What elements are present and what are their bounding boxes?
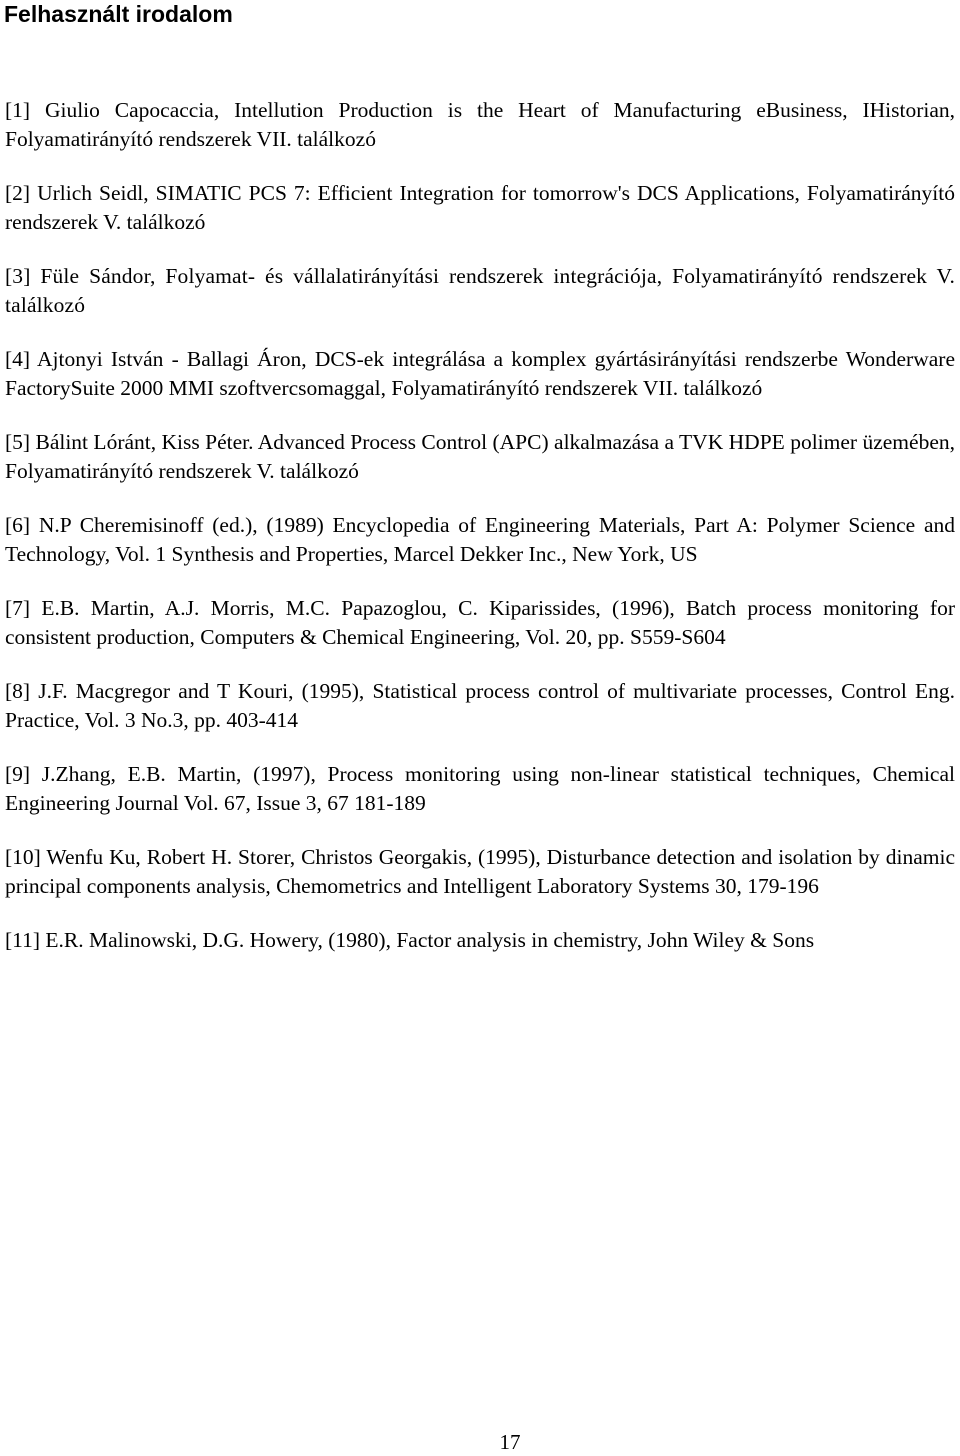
page-title: Felhasznált irodalom [4,1,233,27]
reference-item-7: [7] E.B. Martin, A.J. Morris, M.C. Papazoglou, C. Kiparissides, (1996), Batch process monitoring for consistent production, Computers & Chemical Engineering, Vol. 20, pp. S559-S604 [5,596,955,649]
reference-item-3: [3] Füle Sándor, Folyamat- és vállalatirányítási rendszerek integrációja, Folyamatirányító rendszerek V. találkozó [5,264,955,317]
reference-list [5,96,955,980]
reference-item-8: [8] J.F. Macgregor and T Kouri, (1995), Statistical process control of multivariate processes, Control Eng. Practice, Vol. 3 No.3, pp. 403-414 [5,679,955,732]
reference-item-10: [10] Wenfu Ku, Robert H. Storer, Christos Georgakis, (1995), Disturbance detection and isolation by dinamic principal components analysis, Chemometrics and Intelligent Laboratory Systems 30, 179-196 [5,845,955,898]
reference-item-11: [11] E.R. Malinowski, D.G. Howery, (1980), Factor analysis in chemistry, John Wiley & Sons [5,928,815,952]
reference-item-6: [6] N.P Cheremisinoff (ed.), (1989) Encyclopedia of Engineering Materials, Part A: Polymer Science and Technology, Vol. 1 Synthesis and Properties, Marcel Dekker Inc., New York, US [5,513,955,566]
reference-item-1: [1] Giulio Capocaccia, Intellution Production is the Heart of Manufacturing eBusiness, IHistorian, Folyamatirányító rendszerek VII. találkozó [5,98,955,151]
reference-item-4: [4] Ajtonyi István - Ballagi Áron, DCS-ek integrálása a komplex gyártásirányítási rendszerbe Wonderware FactorySuite 2000 MMI szoftvercsomaggal, Folyamatirányító rendszerek VII. találkozó [5,347,955,400]
reference-item-5: [5] Bálint Lóránt, Kiss Péter. Advanced Process Control (APC) alkalmazása a TVK HDPE polimer üzemében, Folyamatirányító rendszerek V. találkozó [5,430,955,483]
reference-item-9: [9] J.Zhang, E.B. Martin, (1997), Process monitoring using non-linear statistical techniques, Chemical Engineering Journal Vol. 67, Issue 3, 67 181-189 [5,762,955,815]
reference-item-2: [2] Urlich Seidl, SIMATIC PCS 7: Efficient Integration for tomorrow's DCS Applications, Folyamatirányító rendszerek V. találkozó [5,181,955,234]
page-number: 17 [499,1430,521,1454]
